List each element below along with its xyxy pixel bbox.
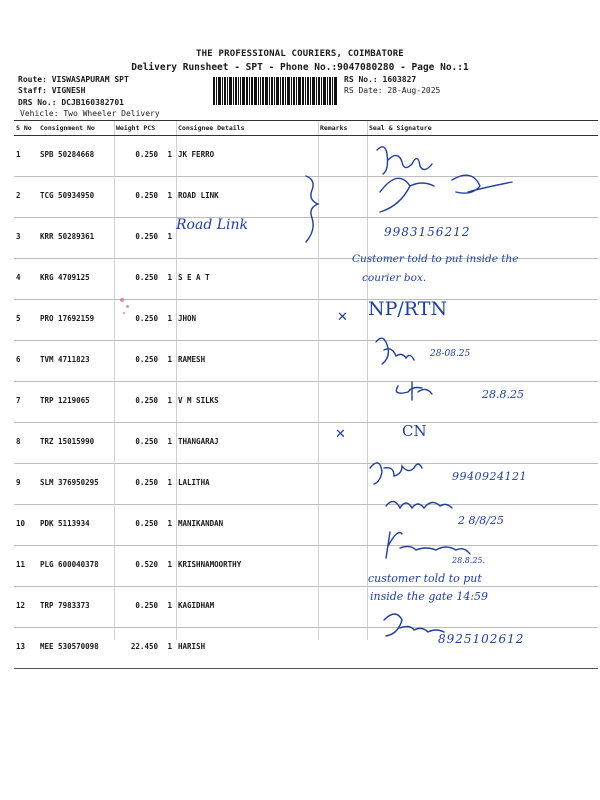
row-sno: 4 — [14, 259, 38, 300]
row-remarks — [318, 341, 367, 382]
row-weight-pcs — [114, 382, 176, 423]
runsheet-subtitle: Delivery Runsheet - SPT - Phone No.:9047080280 - Page No.:1 — [131, 62, 469, 73]
row-weight: 0.250 — [135, 232, 158, 241]
table-row — [14, 423, 598, 464]
row-consignee: THANGARAJ — [176, 423, 318, 464]
row-pcs: 1 — [167, 273, 172, 282]
row-sno: 6 — [14, 341, 38, 382]
row-weight-pcs — [114, 464, 176, 505]
row-weight-pcs — [114, 259, 176, 300]
row-consignment-no: PRO 17692159 — [38, 300, 114, 341]
row-consignment-no: PLG 600040378 — [38, 546, 114, 587]
handwriting-note-row4-line1: Customer told to put inside the — [352, 253, 519, 265]
row-pcs: 1 — [167, 232, 172, 241]
row-pcs: 1 — [167, 191, 172, 200]
table-row — [14, 505, 598, 546]
row-weight: 22.450 — [130, 642, 158, 651]
row-consignee: JK FERRO — [176, 136, 318, 177]
vehicle-label: Vehicle: Two Wheeler Delivery — [20, 109, 160, 118]
row-pcs: 1 — [167, 437, 172, 446]
col-sno: S No — [14, 121, 38, 136]
handwriting-phone-row13: 8925102612 — [438, 632, 525, 646]
row-remarks — [318, 177, 367, 218]
ink-stain — [126, 305, 129, 308]
row-sno: 12 — [14, 587, 38, 628]
row-sno: 2 — [14, 177, 38, 218]
row-remarks — [318, 464, 367, 505]
row-weight: 0.250 — [135, 519, 158, 528]
row-consignee: V M SILKS — [176, 382, 318, 423]
col-consignee: Consignee Details — [176, 121, 318, 136]
row-weight-pcs — [114, 423, 176, 464]
row-consignee: KAGIDHAM — [176, 587, 318, 628]
row-consignment-no: KRG 4709125 — [38, 259, 114, 300]
row-pcs: 1 — [167, 150, 172, 159]
row-consignee: LALITHA — [176, 464, 318, 505]
row-weight: 0.250 — [135, 355, 158, 364]
handwriting-phone: 9983156212 — [384, 225, 471, 239]
company-title: THE PROFESSIONAL COURIERS, COIMBATORE — [196, 49, 404, 59]
cross-mark-row8: ✕ — [335, 427, 346, 442]
handwriting-date-row6: 28-08.25 — [430, 349, 471, 359]
row-remarks — [318, 136, 367, 177]
row-consignee: MANIKANDAN — [176, 505, 318, 546]
row-weight-pcs — [114, 546, 176, 587]
staff-label: Staff: VIGNESH — [18, 86, 86, 95]
row-weight-pcs — [114, 218, 176, 259]
row-seal-signature — [367, 341, 598, 382]
row-remarks — [318, 546, 367, 587]
row-sno: 10 — [14, 505, 38, 546]
row-pcs: 1 — [167, 355, 172, 364]
row-consignee: HARISH — [176, 628, 318, 669]
handwriting-date-row10: 2 8/8/25 — [458, 514, 504, 527]
table-row — [14, 300, 598, 341]
row-pcs: 1 — [167, 560, 172, 569]
row-weight: 0.250 — [135, 437, 158, 446]
row-consignee: RAMESH — [176, 341, 318, 382]
row-sno: 1 — [14, 136, 38, 177]
row-weight: 0.250 — [135, 150, 158, 159]
drs-label: DRS No.: DCJB160382701 — [18, 98, 124, 107]
row-remarks — [318, 628, 367, 669]
row-consignment-no: TRP 1219065 — [38, 382, 114, 423]
row-sno: 7 — [14, 382, 38, 423]
row-sno: 8 — [14, 423, 38, 464]
row-sno: 13 — [14, 628, 38, 669]
row-weight-pcs — [114, 341, 176, 382]
row-sno: 11 — [14, 546, 38, 587]
row-weight: 0.250 — [135, 478, 158, 487]
row-pcs: 1 — [167, 396, 172, 405]
table-header-row — [14, 121, 598, 136]
rs-date: RS Date: 28-Aug-2025 — [344, 86, 441, 95]
row-pcs: 1 — [167, 519, 172, 528]
handwriting-np-rtn: NP/RTN — [368, 298, 448, 320]
row-weight-pcs — [114, 505, 176, 546]
row-consignment-no: MEE 530570098 — [38, 628, 114, 669]
handwriting-phone-row9: 9940924121 — [452, 470, 527, 483]
col-seal-signature: Seal & Signature — [367, 121, 598, 136]
row-weight: 0.250 — [135, 314, 158, 323]
row-consignee: S E A T — [176, 259, 318, 300]
row-weight-pcs — [114, 628, 176, 669]
row-weight-pcs — [114, 136, 176, 177]
cross-mark-row5: ✕ — [337, 310, 348, 325]
row-seal-signature — [367, 136, 598, 177]
handwriting-cn: CN — [402, 422, 427, 440]
row-consignment-no: PDK 5113934 — [38, 505, 114, 546]
row-consignee: JHON — [176, 300, 318, 341]
row-consignment-no: TCG 50934950 — [38, 177, 114, 218]
table-row — [14, 587, 598, 628]
row-consignment-no: TVM 4711823 — [38, 341, 114, 382]
row-weight-pcs — [114, 300, 176, 341]
row-weight-pcs — [114, 177, 176, 218]
barcode-image — [213, 77, 338, 105]
row-remarks — [318, 505, 367, 546]
row-remarks — [318, 587, 367, 628]
row-weight-pcs — [114, 587, 176, 628]
row-pcs: 1 — [167, 314, 172, 323]
handwriting-note-row4-line2: courier box. — [362, 272, 427, 284]
row-pcs: 1 — [167, 478, 172, 487]
row-sno: 5 — [14, 300, 38, 341]
row-seal-signature — [367, 177, 598, 218]
handwriting-date-row7: 28.8.25 — [482, 388, 524, 401]
col-remarks: Remarks — [318, 121, 367, 136]
route-label: Route: VISWASAPURAM SPT — [18, 75, 129, 84]
row-consignee: KRISHNAMOORTHY — [176, 546, 318, 587]
table-row — [14, 341, 598, 382]
ink-stain — [123, 312, 125, 314]
row-remarks — [318, 382, 367, 423]
rs-number: RS No.: 1603827 — [344, 75, 417, 84]
table-row — [14, 177, 598, 218]
row-weight: 0.250 — [135, 601, 158, 610]
row-consignment-no: SPB 50284668 — [38, 136, 114, 177]
col-consignment: Consignment No — [38, 121, 114, 136]
row-consignment-no: TRZ 15015990 — [38, 423, 114, 464]
table-row — [14, 546, 598, 587]
row-consignee: ROAD LINK — [176, 177, 318, 218]
row-pcs: 1 — [167, 601, 172, 610]
row-weight: 0.520 — [135, 560, 158, 569]
handwriting-road-link: Road Link — [176, 217, 249, 233]
handwriting-note-row12-line2: inside the gate 14:59 — [370, 590, 489, 603]
row-sno: 9 — [14, 464, 38, 505]
col-weight-pcs: Weight PCS — [114, 121, 176, 136]
row-pcs: 1 — [167, 642, 172, 651]
row-consignment-no: TRP 7983373 — [38, 587, 114, 628]
handwriting-date-row11: 28.8.25. — [452, 556, 486, 565]
row-consignment-no: SLM 376950295 — [38, 464, 114, 505]
ink-stain — [120, 298, 124, 302]
handwriting-note-row12-line1: customer told to put — [368, 572, 482, 585]
row-sno: 3 — [14, 218, 38, 259]
table-row — [14, 136, 598, 177]
row-weight: 0.250 — [135, 273, 158, 282]
row-weight: 0.250 — [135, 191, 158, 200]
row-weight: 0.250 — [135, 396, 158, 405]
row-consignment-no: KRR 50289361 — [38, 218, 114, 259]
